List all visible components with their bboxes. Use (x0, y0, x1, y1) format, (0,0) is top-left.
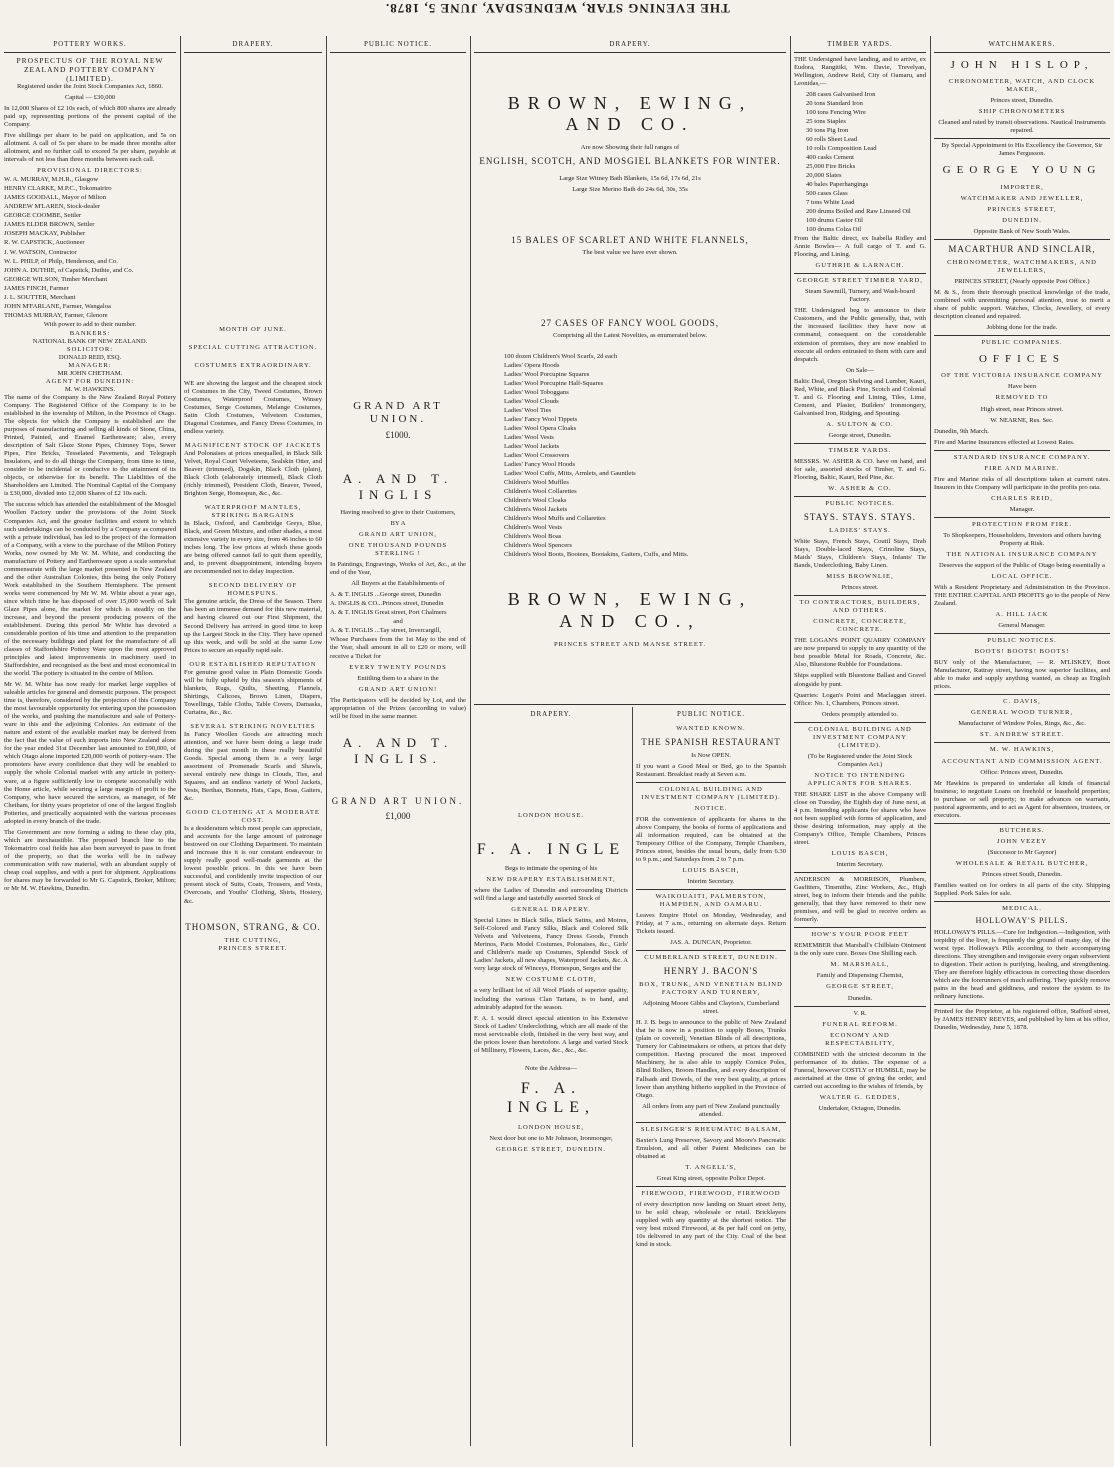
ingle-advert (474, 708, 628, 1458)
director: JAMES FINCH, Farmer (4, 284, 69, 292)
wool-goods-heading: 27 CASES OF FANCY WOOL GOODS, (540, 317, 720, 328)
louis-basch: LOUIS BASCH, (682, 866, 740, 874)
undertaker: Undertaker, Octagon, Dunedin. (818, 1104, 902, 1112)
list-item: 25,000 Fire Bricks (806, 162, 856, 170)
asher: W. ASHER & CO. (828, 484, 892, 492)
inglis-name: A. AND T. INGLIS (342, 471, 454, 503)
prospectus-body: The name of the Company is the New Zealand Royal Pottery Company. The Registered Office of the Company is to be established in the township of Milton, in the Province of Otago. The objects for which the Company is established are the purposes of manufacturing and selling all kinds of Stone, China, Printed, Painted, and Enamel Earthenware; also, every description of Salt Glaze Stone Pipes, Chimney Tops, Sewer Pipes, Fire Bricks, Tesselated Pavements, and Telegraph Insulators, and to do all things the Company, from time to time, consider to be incidental or conducive to the attainment of its objects, or otherwise for its benefit. The Liabilities of the Shareholders are Limited. The Nominal Capital of the Company is £30,000, divided into 12,000 Shares of £2 10s each. (4, 394, 176, 498)
firm-address: PRINCES STREET. (218, 944, 288, 952)
interim-secretary: Interim Secretary. (687, 877, 735, 885)
have-been: Have been (1007, 383, 1036, 391)
hawkins: M. W. HAWKINS, (989, 746, 1055, 754)
blind-factory: BOX, TRUNK, AND VENETIAN BLIND FACTORY AND TURNERY, (639, 981, 783, 997)
special-heading: SPECIAL CUTTING ATTRACTION. (188, 343, 318, 351)
reid-title: Manager. (1009, 505, 1035, 513)
best-value: The best value we have ever shown. (582, 249, 678, 257)
prospectus-title: PROSPECTUS OF THE ROYAL NEW ZEALAND POTTERY COMPANY (LIMITED). (16, 55, 164, 83)
deserves: Deserves the support of the Public of Otago being essentially a (939, 561, 1105, 569)
list-item: 7 tons White Lead (806, 199, 855, 207)
having-resolved: Having resolved to give to their Customers, (340, 509, 456, 517)
colonial-company: COLONIAL BUILDING AND INVESTMENT COMPANY (LIMITED). (641, 785, 781, 801)
begs: Begs to intimate the opening of his (504, 865, 598, 873)
flannels-heading: 15 BALES OF SCARLET AND WHITE FLANNELS, (511, 234, 749, 245)
ladies-stays: LADIES' STAYS. (829, 527, 891, 534)
director: R. W. CAPSTICK, Auctioneer (4, 239, 85, 247)
list-item: Children's Wool Jackets (504, 506, 568, 514)
on-sale-body: Baltic Deal, Oregon Shelving and Lumber, Kauri, Red, White, and Black Pine, Scotch and Colonial T. and G. Flooring and Lining, Tiles, Lime, Cement, and Plaster, Builders' Ironmongery, Galvanised Iron, Ridging, and Spouting. (794, 377, 926, 417)
geddes: WALTER G. GEDDES, (819, 1093, 901, 1101)
notice-body: FOR the convenience of applicants for shares in the above Company, the books of forms of applications and all information required, can be obtained at the Temporary Office of the Company, Temple Chambers, Princes street, besides the usual hours, daily from 6.30 to 9 p.m.; and Saturdays from 2 to 7 p.m. (636, 815, 786, 863)
bacon-name: HENRY J. BACON'S (663, 966, 759, 977)
masthead (0, 0, 1114, 20)
angell: T. ANGELL'S, (685, 1163, 737, 1171)
slesinger: SLESINGER'S RHEUMATIC BALSAM, (640, 1125, 782, 1133)
asher-body: MESSRS. W. ASHER & CO. have on hand, and for sale, assorted stocks of Timber, T. and G. Flooring, Baltic, Kauri, Red Pine, &c. (794, 457, 926, 481)
comprising: Comprising all the Latest Novelties, as enumerated below. (553, 332, 707, 340)
list-item: 20,000 Slates (806, 171, 842, 179)
list-item: Ladies' Fancy Wool Hoods (504, 460, 576, 468)
dunedin: Dunedin. (847, 994, 873, 1002)
dunedin: DUNEDIN. (1002, 216, 1042, 224)
merino-price: Large Size Merino Bath do 24s 6d, 30s, 35s (572, 186, 688, 194)
list-item: Ladies' Wool Opera Cloaks (504, 424, 577, 432)
hawkins-office: Office: Princes street, Dunedin. (980, 768, 1064, 776)
note-address: Note the Address— (524, 1064, 577, 1072)
list-item: Children's Wool Boots, Bootees, Bootakins, Gaiters, Cuffs, and Mitts. (504, 551, 689, 559)
cumberland: CUMBERLAND STREET, DUNEDIN. (644, 954, 778, 962)
homespun-body: The genuine article, the Dress of the Season. There has been an immense demand for this new material, and having cleared out our First Shipment, the Second Delivery has arrived in good time to keep up the Largest Stock in the City. They have opened up this week, and will be sold at the same Low Prices to secure an equally rapid sale. (184, 598, 322, 654)
meal-text: If you want a Good Meal or Bed, go to the Spanish Restaurant. Breakfast ready at Seven a.m. (636, 762, 786, 778)
macarthur-trade: CHRONOMETER, WATCHMAKERS, AND JEWELLERS, (947, 258, 1097, 274)
macarthur-address: PRINCES STREET, (Nearly opposite Post Office.) (954, 277, 1090, 285)
new-establishment: NEW DRAPERY ESTABLISHMENT, (486, 876, 616, 884)
fire-marine: FIRE AND MARINE. (984, 464, 1060, 472)
column-watchmakers (934, 38, 1110, 1458)
list-item: 100 drums Colza Oil (806, 226, 862, 234)
jobbing: Jobbing done for the trade. (986, 323, 1058, 331)
column-rule (632, 707, 633, 1447)
funeral: FUNERAL REFORM. (822, 1020, 898, 1028)
list-item: Children's Wool Boas (504, 533, 562, 541)
reid: CHARLES REID, (991, 494, 1053, 502)
brownlie-address: Princes street. (841, 584, 879, 592)
opposite: Opposite Bank of New South Wales. (973, 227, 1071, 235)
standard: STANDARD INSURANCE COMPANY. (953, 453, 1091, 461)
column-rule (790, 36, 791, 1446)
vezey: JOHN VEZEY (997, 837, 1047, 845)
butchers: BUTCHERS. (999, 826, 1045, 834)
vezey-trade: WHOLESALE & RETAIL BUTCHER, (955, 859, 1089, 867)
director: W. A. MURRAY, M.H.R., Glasgow (4, 176, 99, 184)
brilliant: a very brilliant lot of All Wool Plaids of superior quality, including the various Clan Tartans, is to hand, and admirably adapted for the season. (474, 987, 628, 1011)
list-item: Ladies' Wool Porcupine Half-Squares (504, 379, 604, 387)
new-costume: NEW COSTUME CLOTH, (505, 976, 597, 984)
homespun-heading: SECOND DELIVERY OF HOMESPUNS. (208, 582, 298, 598)
director: THOMAS MURRAY, Farmer, Glenore (4, 311, 108, 319)
director: HENRY CLARKE, M.P.C., Tokomairiro (4, 185, 112, 193)
column-art-union (330, 38, 466, 1458)
stays-heading: STAYS. STAYS. STAYS. (803, 512, 917, 523)
notices-heading: PUBLIC NOTICES. (825, 500, 895, 507)
list-item: Children's Wool Vests (504, 524, 562, 532)
establishment: A. & T. INGLIS ...Tay street, Invercargill, (330, 627, 442, 635)
list-item: 30 tons Pig Iron (806, 126, 849, 134)
firm-sub: THE CUTTING, (224, 936, 282, 944)
basch-title: Interim Secretary. (836, 861, 884, 869)
list-item: Children's Wool Cloaks (504, 497, 567, 504)
registered: (To be Registered under the Joint Stock Companies Act.) (807, 752, 913, 768)
davis-trade: GENERAL WOOD TURNER, (970, 709, 1074, 717)
list-item: 25 tons Staples (806, 117, 846, 125)
directors-heading: PROVISIONAL DIRECTORS: (37, 167, 143, 175)
coaches-body: Leaves Empire Hotel on Monday, Wednesday, and Friday, at 7 a.m., returning on alternate days. Return Tickets issued. (636, 912, 786, 936)
orders: Orders promptly attended to. (821, 710, 899, 718)
offices: OFFICES (978, 353, 1066, 365)
local-office: LOCAL OFFICE. (991, 572, 1053, 580)
shopkeepers: To Shopkeepers, Householders, Investors and others having Property at Risk. (943, 531, 1101, 547)
clothing-body: Is a desideratum which most people can appreciate, and accounts for the large amount of patronage bestowed on our Clothing Department. To maintain and increase this it is our constant endeavour to supply really good well-made garments at the lowest possible prices. In this we have been successful, and confidently invite inspection of our present stock of Suits, Coats, Trousers, and Vests, Overcoats, and Youths' Clothing, Shirts, Hosiery, &c. (184, 825, 322, 905)
list-item: Children's Wool Spencers (504, 542, 572, 550)
novelties-heading: SEVERAL STRIKING NOVELTIES (190, 722, 316, 730)
manager-heading: MANAGER: (68, 361, 112, 369)
column-heading: WATCHMAKERS. (988, 40, 1056, 48)
column-heading: DRAPERY. (232, 40, 274, 48)
stays-body: White Stays, French Stays, Coutil Stays, Drab Stays, Double-laced Stays, Crinoline Stays, Maids' Stays, Children's Stays, Infants' Tie Bands, Underclothing, Baby Linen. (794, 538, 926, 570)
companies-heading: PUBLIC COMPANIES. (981, 338, 1063, 346)
reputation-heading: OUR ESTABLISHED REPUTATION (189, 660, 317, 668)
marshall: M. MARSHALL, (830, 961, 890, 969)
list-item: 200 drums Boiled and Raw Linseed Oil (806, 208, 911, 216)
feet: HOW'S YOUR POOR FEET (811, 931, 909, 939)
concrete: CONCRETE, CONCRETE, CONCRETE. (813, 618, 907, 634)
special-lines: Special Lines in Black Silks, Black Satins, and Moires, Self-Colored and Fancy Silks, Black and Colored Silk Velvets and Velveteens, Fancy Dress Goods, French Merinos, Paris Model Costumes, Polonaises, &c., Girls' and Children's made up Costumes, Splendid Stock of Ladies' Jackets, all new shapes, Waterproof Jackets, &c. A very large stock of Winceys, Homespun, Serges and the (474, 917, 628, 973)
masthead-title: THE EVENING STAR, WEDNESDAY, JUNE 5, 1878. (384, 1, 730, 16)
list-item: Ladies' Wool Jackets (504, 442, 560, 450)
angell-address: Great King street, opposite Police Depot. (656, 1174, 766, 1182)
director: JOSEPH MACKAY, Publisher (4, 230, 86, 238)
remember: REMEMBER that Marshall's Chilblain Ointment is the only sure cure. Boxes One Shilling each. (794, 942, 926, 958)
list-item: Ladies' Fancy Wool Tippets (504, 415, 578, 423)
hawkins-trade: ACCOUNTANT AND COMMISSION AGENT. (941, 757, 1103, 765)
spanish-restaurant: THE SPANISH RESTAURANT (641, 736, 781, 747)
agent-heading: AGENT FOR DUNEDIN: (45, 377, 135, 385)
national: THE NATIONAL INSURANCE COMPANY (946, 550, 1098, 558)
director: J. L. SOUTTER, Merchant (4, 293, 76, 301)
bankers-heading: BANKERS: (69, 329, 111, 337)
colonial-company: COLONIAL BUILDING AND INVESTMENT COMPANY (LIMITED). (808, 725, 912, 749)
george-timber: GEORGE STREET TIMBER YARD, (797, 277, 923, 285)
timber-yards: TIMBER YARDS. (828, 446, 892, 454)
clothing-heading: GOOD CLOTHING AT A MODERATE COST. (186, 809, 320, 825)
column-heading: PUBLIC NOTICE. (676, 710, 746, 718)
nearne: W. NEARNE, Res. Sec. (990, 416, 1054, 424)
list-item: Ladies' Wool Vests (504, 433, 554, 441)
boots-body: BUY only of the Manufacturer, — R. M'LISKEY, Boot Manufacturer, Rattray street, having now superior facilities, and able to make and supply anything wanted, as cheap as English prices. (934, 659, 1110, 691)
holloway-body: HOLLOWAY'S PILLS.—Cure for Indigestion.—Indigestion, with torpidity of the liver, is frequently the ground of many day, of the worst type. Holloway's Pills according to their accompanying directions. They strengthen and invigorate every organ subservient to digestion. Their action is purifying, healing, and strengthening. They are therefore highly efficacious in correcting those disorders which are the forerunners of much suffering. They quickly remove pains in the head and giddiness, and restore the system to its ordinary functions. (934, 928, 1110, 1000)
grand-art-union-heading: GRAND ART UNION. (331, 796, 465, 807)
column-heading: DRAPERY. (609, 40, 651, 48)
brown-ewing-advert (474, 38, 786, 706)
column-rule (930, 36, 931, 1446)
establishment: and (393, 618, 403, 626)
ingle-name: F. A. INGLE, (507, 1079, 595, 1117)
column-heading: TIMBER YARDS. (827, 40, 893, 48)
director: J. W. WATSON, Contractor (4, 248, 77, 256)
capital: Capital — £30,000 (64, 93, 116, 101)
firewood-body: of every description now landing on Stuart street Jetty, to be sold cheap, wholesale or retail. Bricklayers supplied with any quantity at the shortest notice. The very best mixed Firewood, at 8s per half cord on jetty, 10s delivered in any part of the City. Coal of the best kind in stock. (636, 1200, 786, 1249)
economy: ECONOMY AND RESPECTABILITY, (825, 1031, 895, 1047)
duncan: JAS. A. DUNCAN, Proprietor. (670, 939, 752, 947)
manager: MR JOHN CHETHAM. (57, 369, 123, 377)
list-item: Ladies' Wool Ties (504, 406, 552, 414)
participators: The Participators will be decided by Lot, and the appropriation of the Prizes (according to value) will be fixed in the same manner. (330, 696, 466, 720)
grand-art-union: GRAND ART UNION! (358, 685, 438, 693)
printed: Printed for the Proprietor, at his registered office, Stafford street, by JAMES HENRY REEVES, and published by him at his office, Dunedin, Wednesday, June 5, 1878. (934, 1008, 1110, 1032)
george-body: THE Undersigned beg to announce to their Customers, and the Public generally, that, with the increased facilities they have now at command, consequent on the considerable extension of premises, they are now enabled to execute all orders entrusted to them with care and despatch. (794, 307, 926, 363)
macarthur-body: M. & S., from their thorough practical knowledge of the trade, combined with unremitting personal attention, trust to merit a share of public support. Watches, Clocks, Jewellery, of every description cleaned and repaired. (934, 288, 1110, 320)
contractors: TO CONTRACTORS, BUILDERS, AND OTHERS. (799, 599, 921, 615)
share-list: THE SHARE LIST in the above Company will close on Tuesday, the Eighth day of June next, at 4 p.m. Intending applicants for shares who have not been supplied with forms of application, and those desiring information, may apply at the Company's Office, Temple Chambers, Princes street. (794, 790, 926, 847)
all-buyers: All Buyers at the Establishments of (351, 580, 445, 588)
costumes-heading: COSTUMES EXTRAORDINARY. (194, 361, 312, 369)
high-street: High street, near Princes street. (980, 405, 1064, 413)
directors-list (4, 176, 176, 329)
list-item: Ladies' Wool Crossovers (504, 451, 570, 459)
mantles-heading: WATERPROOF MANTLES, STRIKING BARGAINS (204, 504, 302, 520)
column-rule (326, 36, 327, 1446)
notices-heading: PUBLIC NOTICES. (987, 637, 1057, 645)
families: Families waited on for orders in all parts of the city. Shipping Supplied. Pork Sales for sale. (934, 881, 1110, 897)
inglis-name: A. AND T. INGLIS. (342, 734, 454, 766)
mantles-body: In Black, Oxford, and Cambridge Greys, Blue, Black, and Green Mixture, and other shades, a most extensive variety in every size, from 46 inches to 60 inches long. The low prices at which these goods are being offered cannot fail to quit them speedily, and, to prevent disappointment, intending buyers are recommended not to delay inspection. (184, 520, 322, 576)
list-item: 100 dozen Children's Wool Scarfs, 2d each (504, 352, 618, 360)
art-union-amount: £1,000 (385, 811, 411, 822)
list-item: 100 tons Fencing Wire (806, 108, 866, 116)
list-item: Ladies' Wool Toboggans (504, 388, 569, 396)
list-item: 60 rolls Sheet Lead (806, 135, 858, 143)
anderson: ANDERSON & MORRISON, Plumbers, Gasfitters, Tinsmiths, Zinc Workers, &c., High street, beg to inform their friends and the public generally, that they have removed to their new premises, and will be glad to receive orders as formerly. (794, 876, 926, 924)
brown-ewing-title: BROWN, EWING, AND CO., (507, 589, 753, 632)
holloway: HOLLOWAY'S PILLS. (975, 915, 1069, 925)
london-house: LONDON HOUSE, (517, 1123, 585, 1131)
director: JAMES GOODALL, Mayor of Milton (4, 194, 107, 202)
brown-ewing-title: BROWN, EWING, AND CO. (507, 92, 753, 135)
list-item: 20 tons Standard Iron (806, 99, 863, 107)
fire-note: Fire and Marine Insurances effected at Lowest Rates. (934, 438, 1075, 446)
baltic: From the Baltic direct, ex Isabella Ridley and Annie Bowles— A full cargo of T. and G. Flooring, and Lining. (794, 235, 926, 259)
davis: C. DAVIS, (1003, 698, 1041, 706)
list-item: Ladies' Wool Cuffs, Mitts, Armlets, and Gauntlets (504, 469, 636, 477)
where-ladies: where the Ladies of Dunedin and surrounding Districts will find a large and tastefully assorted Stock of (474, 887, 628, 903)
george-street: GEORGE STREET, (826, 983, 894, 991)
column-heading: POTTERY WORKS. (53, 40, 127, 48)
quarries: Quarries: Logan's Point and Maclaggan street. Office: No. 1, Chambers, Princes street. (794, 691, 926, 707)
on-sale: On Sale— (846, 366, 874, 374)
registered-note: Registered under the Joint Stock Companies Act, 1860. (17, 82, 163, 90)
ingle-name: F. A. INGLE (476, 840, 626, 858)
column-pottery (4, 38, 176, 1458)
witney-price: Large Size Witney Bath Blankets, 15s 6d, 17s 6d, 21s (559, 175, 701, 183)
list-item: 208 cases Galvanised Iron (806, 90, 876, 98)
jackets-heading: MAGNIFICENT STOCK OF JACKETS (184, 441, 322, 449)
medical: MEDICAL. (1002, 904, 1042, 912)
costumes-body: WE are showing the largest and the cheapest stock of Costumes in the City, Tweed Costumes, Brown Costumes, Waterproof Costumes, Winsey Costumes, Serge Costumes, Melange Costumes, Satin Cloth Costumes, Velveteen Costumes, Diagonal Costumes, and Fancy Dress Costumes, in endless variety. (184, 379, 322, 435)
grand-art-union: GRAND ART UNION, (359, 531, 437, 539)
hislop-trade: CHRONOMETER, WATCH, AND CLOCK MAKER, (948, 77, 1096, 93)
vr: V. R. (853, 1009, 867, 1017)
davis-body: Manufacturer of Window Poles, Rings, &c., &c. (958, 720, 1086, 728)
grand-art-union-heading: GRAND ART UNION. (353, 399, 443, 425)
list-item: 400 casks Cement (806, 153, 854, 161)
terms-note: Five shillings per share to be paid on application, and 5s on allotment. A call of 5s per share to be made three months after allotment, and no further call to exceed 5s per share, payable at intervals of not less than three months between each call. (4, 132, 176, 164)
solicitor: DONALD REID, ESQ. (58, 353, 122, 361)
entitling: Entitling them to a share in the (357, 674, 439, 682)
ships: Ships supplied with Bluestone Ballast and Gravel alongside by punt. (794, 672, 926, 688)
vezey-sub: (Successor to Mr Gaynor) (987, 848, 1057, 856)
section-divider (474, 704, 786, 705)
director: GEORGE WILSON, Timber Merchant (4, 275, 108, 283)
list-item: Ladies' Opera Hoods (504, 361, 560, 369)
establishment: A. INGLIS & CO...Princes street, Dunedin (330, 600, 444, 608)
column-heading: PUBLIC NOTICE. (363, 40, 433, 48)
director: JOHN M'FARLANE, Farmer, Wangaloa (4, 302, 111, 310)
public-notices-column (636, 708, 786, 1458)
davis-address: ST. ANDREW STREET. (980, 731, 1064, 739)
adjoining: Adjoining Moore Gibbs and Clayton's, Cumberland street. (642, 1000, 780, 1016)
bacon-body: H. J. B. begs to announce to the public of New Zealand that he is now in a position to supply Boxes, Trunks (plain or covered), Venetian Blinds of all descriptions, Turnery for Cabinetmakers or others, at prices that defy competition. Having procured the most improved Machinery, he is also able to supply Cornice Poles, Blind Rollers, Broom Handles, and every description of Fallsads and Dowels, of the very best quality, at prices lower than anything hitherto supplied in the Province of Otago. (636, 1019, 786, 1099)
agent: M. W. HAWKINS. (64, 386, 116, 394)
fire-marine-body: Fire and Marine risks of all descriptions taken at current rates. Insurers in this Company will participate in the profits pro rata. (934, 475, 1110, 491)
jackets-body: And Polonaises at prices unequalled, in Black Silk Velvet, Royal Court Velveteens, Sealskin Otter, and Beaver (trimmed), Dogskin, Black Cloth (plain), Black Cloth (elaborately trimmed), Black Cloth (richly trimmed), President Cloth, Beaver, Tweed, Brighton Serge, Homespun, &c., &c. (184, 449, 322, 498)
director-note: With power to add to their number. (43, 320, 137, 328)
every-twenty: EVERY TWENTY POUNDS (349, 663, 447, 671)
by-a: BY A (390, 520, 406, 528)
director: W. L. PHILP, of Philp, Henderson, and Co. (4, 257, 118, 265)
hawkins-body: Mr Hawkins is prepared to undertake all kinds of financial business; to negotiate Loans on freehold or leasehold properties; to purchase or sell property; to make advances on warrants, pastoral agreements, and to act as Agent for absentees, trustees, or executors. (934, 779, 1110, 819)
novelties-body: In Fancy Woollen Goods are attracting much attention, and we have been doing a large trade during the past month in these really beautiful Goods. Special among them is a very large assortment of Promenade Scarfs and Shawls, several entirely new things in Clouds, Ties, and Squares, and an endless variety of Wool Jackets, Vests, Berthas, Bonnets, Hats, Caps, Boas, Gaiters, &c. (184, 730, 322, 803)
princes-street: PRINCES STREET, (987, 205, 1057, 213)
whose-purchases: Whose Purchases from the 1st May to the end of the Year, shall amount in all to £20 or more, will receive a Ticket for (330, 636, 466, 660)
george-street: GEORGE STREET, DUNEDIN. (495, 1145, 607, 1153)
slesinger-body: Baxter's Lung Preserver, Savory and Moore's Pancreatic Emulsion, and all other Patent Medicines can be obtained at (636, 1136, 786, 1160)
general-drapery: GENERAL DRAPERY. (511, 906, 591, 914)
brown-ewing-address: PRINCES STREET AND MANSE STREET. (553, 641, 707, 649)
notice-heading: NOTICE. (694, 804, 728, 812)
boots: BOOTS! BOOTS! BOOTS! (974, 648, 1070, 656)
firewood: FIREWOOD, FIREWOOD, FIREWOOD (641, 1189, 781, 1197)
appointment: By Special Appointment to His Excellency the Governor, Sir James Fergusson. (941, 142, 1103, 158)
basch: LOUIS BASCH, (831, 850, 889, 858)
director: GEORGE COOMBE, Settler (4, 212, 82, 220)
director: JOHN A. DUTHIE, of Capstick, Duthie, and Co. (4, 266, 134, 274)
gm: General Manager. (998, 622, 1046, 630)
list-item: 100 drums Castor Oil (806, 217, 863, 225)
ship-chronometers: SHIP CHRONOMETERS (978, 108, 1066, 116)
hislop-address: Princes street, Dunedin. (990, 97, 1054, 104)
art-union-amount: £1000. (385, 430, 411, 441)
now-open: Is Now OPEN. (691, 751, 731, 759)
firm-name: THOMSON, STRANG, & CO. (185, 921, 321, 932)
establishments (330, 591, 466, 635)
london-house: LONDON HOUSE. (517, 811, 585, 819)
establishment: A. & T. INGLIS ...George street, Dunedin (330, 591, 441, 599)
list-item: 10 rolls Composition Lead (806, 144, 877, 152)
list-item: 500 cases Glass (806, 190, 848, 197)
hislop-name: JOHN HISLOP, (950, 58, 1094, 71)
coaches-heading: WAIKOUAITI, PALMERSTON, HAMPDEN, AND OAMARU. (655, 892, 767, 908)
ship-body: Cleaned and rated by transit observations. Nautical Instruments repaired. (938, 119, 1106, 135)
local-body: With a Resident Proprietary and Administration in the Province. THE ENTIRE CAPITAL AND PROFITS go to the people of New Zealand. (934, 584, 1110, 608)
list-item: Children's Wool Collarettes (504, 487, 577, 495)
stock-list (794, 91, 926, 235)
column-rule (470, 36, 471, 1446)
list-item: Children's Wool Muffles (504, 478, 569, 486)
list-item: Ladies' Wool Clouds (504, 397, 559, 405)
paintings: In Paintings, Engravings, Works of Art, &c., at the end of the Year, (330, 561, 466, 577)
establishment: A. & T. INGLIS Great street, Port Chalmers (330, 609, 447, 617)
protection: PROTECTION FROM FIRE. (972, 520, 1072, 528)
victoria: OF THE VICTORIA INSURANCE COMPANY (941, 372, 1103, 380)
thousand-pounds: ONE THOUSAND POUNDS STERLING ! (348, 542, 448, 558)
guthrie: GUTHRIE & LARNACH. (815, 262, 905, 270)
young-name: GEORGE YOUNG (942, 164, 1102, 177)
list-item: Children's Wool Muffs and Collarettes (504, 515, 606, 523)
prospectus-body: Mr W. M. White has now ready for market large supplies of saleable articles for general and domestic purposes. The prospect time is, therefore, considered by the projectors of this Company the most favourable opportunity for entering upon the possession of the works, and pushing the manufacture and sale of Pottery-ware in this and the adjoining Colonies. An estimate of the nature and extent of the available market may be derived from the fact that the value of such imports into New Zealand alone for the year ended 31st December last amounted to £90,000, of which Otago alone imported £20,000 worth of pottery-ware. The promoters have every confidence that they will be enabled to supply the whole Colonial market with any article in pottery-ware, at a figure sufficiently low to compete successfully with the Home article, while securing a large margin of profit to the Company, who have secured the services, as manager, of Mr Chetham, for thirty years proprietor of one of the largest English Potteries, and practically acquainted with the various processes adopted in every branch of the trade. (4, 681, 176, 825)
intending: NOTICE TO INTENDING APPLICANTS FOR SHARES. (807, 771, 913, 787)
column-timber (794, 38, 926, 1458)
wool-goods-list (474, 353, 786, 560)
sea-arrivals: THE Undersigned have landing, and to arrive, ex Eudora, Rangitiki, Wm. Davie, Trevelyan, Wellington, Andrew Reid, City of Oamaru, and Leonidas,— (794, 55, 926, 87)
blankets-heading: ENGLISH, SCOTCH, AND MOSGIEL BLANKETS FOR WINTER. (479, 156, 781, 167)
shares-note: In 12,000 Shares of £2 10s each, of which 800 shares are already paid up, representing portions of the present capital of the Company. (4, 105, 176, 129)
watchmaker: WATCHMAKER AND JEWELLER, (960, 194, 1084, 202)
bankers: NATIONAL BANK OF NEW ZEALAND. (32, 337, 148, 345)
macarthur-name: MACARTHUR AND SINCLAIR, (948, 243, 1096, 254)
director: ANDREW M'LAREN, Stock-dealer (4, 203, 101, 211)
prospectus-body: The Government are now forming a siding to these clay pits, which are inexhaustible. The proposed branch line to the Tokomairiro coal fields has also been surveyed to pass in front of the property, so that the works will be in railway communication with raw material, with an abundant supply of cheap coal supplies, and with a port for shipment. Applications for shares may be forwarded to Mr G. Capstick, Broker, Milton; or Mr M. W. Hawkins, Dunedin. (4, 828, 176, 892)
direct-attention: F. A. I. would direct special attention to his Extensive Stock of Ladies' Underclothing, which are all made of the most serviceable cloth, finished in the very best way, and the prices lower than heretofore. A large and varied Stock of Millinery, Flowers, Laces, &c., &c., &c. (474, 1014, 628, 1054)
orders: All orders from any part of New Zealand punctually attended. (642, 1102, 780, 1118)
chemist: Family and Dispensing Chemist, (816, 972, 904, 980)
director: JAMES ELDER BROWN, Settler (4, 221, 95, 229)
showing: Are now Showing their full ranges of (580, 144, 680, 152)
importer: IMPORTER, (1000, 183, 1044, 191)
logans-body: THE LOGAN'S POINT QUARRY COMPANY are now prepared to supply in any quantity of the best possible Metal for Roads, Concrete, &c. Also, Bluestone Rubble for Foundations. (794, 637, 926, 669)
column-drapery (184, 38, 322, 1458)
list-item: Ladies' Wool Porcupine Squares (504, 370, 590, 378)
dunedin-date: Dunedin, 9th March. (934, 427, 989, 435)
solicitor-heading: SOLICITOR: (66, 345, 114, 353)
column-heading: DRAPERY. (530, 710, 572, 718)
combined: COMBINED with the strictest decorum in the performance of its duties. The expense of a Funeral, however COSTLY or HUMBLE, may be ascertained at the time of giving the order, and carried out according to the wishes of friends, by (794, 1050, 926, 1090)
sulton-address: George street, Dunedin. (828, 431, 892, 439)
prospectus-body: The success which has attended the establishment of the Mosgiel Woollen Factory under the provisions of the Joint Stock Companies Act, and the greater facilities and extent to which such undertakings can be conducted by a Company as compared with a private individual, has led to the project of the formation of a Company, with a view to the purchase of the Milton Pottery Works, now owned by Mr W. M. White, and conducting the manufacture of Pottery and Earthenware upon a scale somewhat commensurate with the large market presented in New Zealand and the other Australian Colonies, this being the only Pottery Work established in the Southern Hemisphere. The present works were commenced by Mr W. M. White about a year ago, since which time he has disposed of over 15,000 worth of Salt Glaze Pipes alone, the market for which is steadily on the increase, and beyond the present producing powers of the establishment. During this period Mr White has devoted a considerable portion of his time and attention to the preparation of the necessary buildings and plant for the manufacture of all classes of Staffordshire Pottery Ware upon the most approved principles and latest improvements in machinery used in Staffordshire, and recognised as the best and most economical in the world. The pottery is situated in the centre of Milton. (4, 501, 176, 678)
month-heading: MONTH OF JUNE. (219, 325, 287, 333)
wanted-known: WANTED KNOWN. (676, 724, 746, 732)
removed: REMOVED TO (995, 394, 1049, 402)
brownlie: MISS BROWNLIE, (826, 573, 894, 581)
next-door: Next door but one to Mr Johnson, Ironmonger, (489, 1134, 613, 1142)
list-item: 40 bales Paperhangings (806, 180, 869, 188)
vezey-address: Princes street South, Dunedin. (981, 870, 1063, 878)
steam-sawmill: Steam Sawmill, Turnery, and Wash-board Factory. (805, 288, 915, 304)
jack: A. HILL JACK (995, 611, 1049, 619)
reputation-body: For genuine good value in Plain Domestic Goods will be fully upheld by this season's shipments of blankets, Rugs, Quilts, Sheeting, Flannels, Shirtings, Calicoes, Brown Linen, Diapers, Towellings, Table Cloths, Table Covers, Damasks, Curtains, &c., &c. (184, 668, 322, 716)
column-rule (180, 36, 181, 1446)
sulton: A. SULTON & CO. (826, 420, 894, 428)
